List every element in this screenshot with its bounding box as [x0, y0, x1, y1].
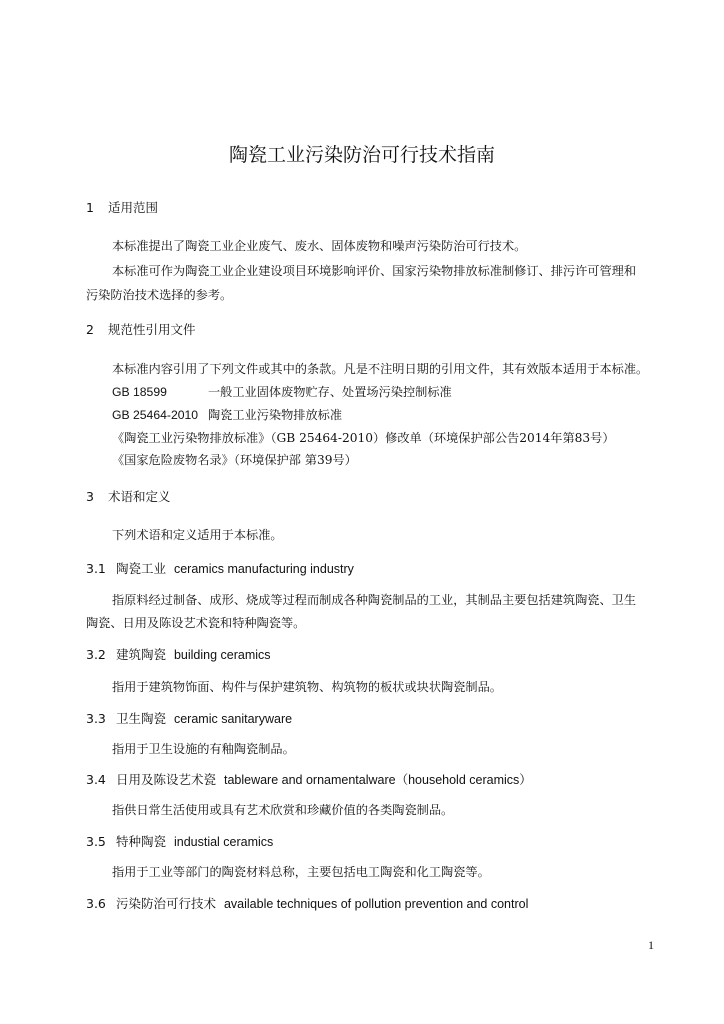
term-heading — [86, 770, 532, 788]
paragraph-continuation: 污染防治技术选择的参考。 — [86, 288, 233, 302]
reference-item — [112, 406, 342, 423]
term-heading — [86, 645, 271, 663]
section-number: 3 — [86, 489, 94, 504]
section-title: 适用范围 — [108, 200, 159, 215]
term-en: ceramic sanitaryware — [173, 712, 293, 726]
section-title: 术语和定义 — [108, 489, 171, 504]
page-number: 1 — [648, 938, 654, 952]
term-number: 3.5 — [86, 834, 106, 849]
term-cn: 污染防治可行技术 — [116, 896, 217, 911]
reference-item: 《陶瓷工业污染物排放标准》（GB 25464-2010）修改单（环境保护部公告2014年第83号） — [112, 431, 615, 445]
term-cn: 建筑陶瓷 — [116, 647, 167, 662]
term-definition: 指用于建筑物饰面、构件与保护建筑物、构筑物的板状或块状陶瓷制品。 — [112, 680, 502, 694]
term-definition: 指原料经过制备、成形、烧成等过程而制成各种陶瓷制品的工业，其制品主要包括建筑陶瓷、卫生 — [112, 593, 637, 607]
term-number: 3.2 — [86, 647, 106, 662]
section-1-heading — [86, 198, 158, 216]
section-title: 规范性引用文件 — [108, 322, 196, 337]
reference-name: 陶瓷工业污染物排放标准 — [208, 408, 343, 422]
term-en: available techniques of pollution prevention and control — [223, 897, 529, 911]
paragraph: 本标准提出了陶瓷工业企业废气、废水、固体废物和噪声污染防治可行技术。 — [112, 239, 527, 253]
term-en: industial ceramics — [173, 835, 274, 849]
term-heading — [86, 832, 273, 850]
reference-code: GB 18599 — [112, 385, 167, 399]
term-number: 3.1 — [86, 561, 106, 576]
section-2-heading — [86, 320, 196, 338]
term-en: ceramics manufacturing industry — [173, 562, 354, 576]
term-heading — [86, 559, 354, 577]
reference-code: GB 25464-2010 — [112, 408, 199, 422]
section-number: 2 — [86, 322, 94, 337]
reference-item — [112, 383, 452, 400]
section-number: 1 — [86, 200, 94, 215]
term-cn: 日用及陈设艺术瓷 — [116, 772, 217, 787]
paragraph: 下列术语和定义适用于本标准。 — [112, 528, 283, 542]
reference-item: 《国家危险废物名录》（环境保护部 第39号） — [112, 453, 357, 467]
term-definition: 指供日常生活使用或具有艺术欣赏和珍藏价值的各类陶瓷制品。 — [112, 803, 454, 817]
term-cn: 陶瓷工业 — [116, 561, 167, 576]
page-title: 陶瓷工业污染防治可行技术指南 — [228, 144, 495, 166]
paragraph: 本标准内容引用了下列文件或其中的条款。凡是不注明日期的引用文件，其有效版本适用于本标准。 — [112, 362, 649, 376]
paragraph: 本标准可作为陶瓷工业企业建设项目环境影响评价、国家污染物排放标准制修订、排污许可管理和 — [112, 264, 637, 278]
term-cn: 卫生陶瓷 — [116, 711, 167, 726]
section-3-heading — [86, 487, 171, 505]
term-heading — [86, 709, 292, 727]
term-number: 3.4 — [86, 772, 106, 787]
term-definition: 指用于卫生设施的有釉陶瓷制品。 — [112, 742, 295, 756]
term-en: building ceramics — [173, 648, 271, 662]
term-en: tableware and ornamentalware（household ceramics） — [223, 773, 532, 787]
term-number: 3.6 — [86, 896, 106, 911]
term-definition-continuation: 陶瓷、日用及陈设艺术瓷和特种陶瓷等。 — [86, 616, 306, 630]
reference-name: 一般工业固体废物贮存、处置场污染控制标准 — [208, 385, 452, 399]
term-definition: 指用于工业等部门的陶瓷材料总称，主要包括电工陶瓷和化工陶瓷等。 — [112, 865, 490, 879]
term-number: 3.3 — [86, 711, 106, 726]
term-cn: 特种陶瓷 — [116, 834, 167, 849]
term-heading — [86, 894, 528, 912]
